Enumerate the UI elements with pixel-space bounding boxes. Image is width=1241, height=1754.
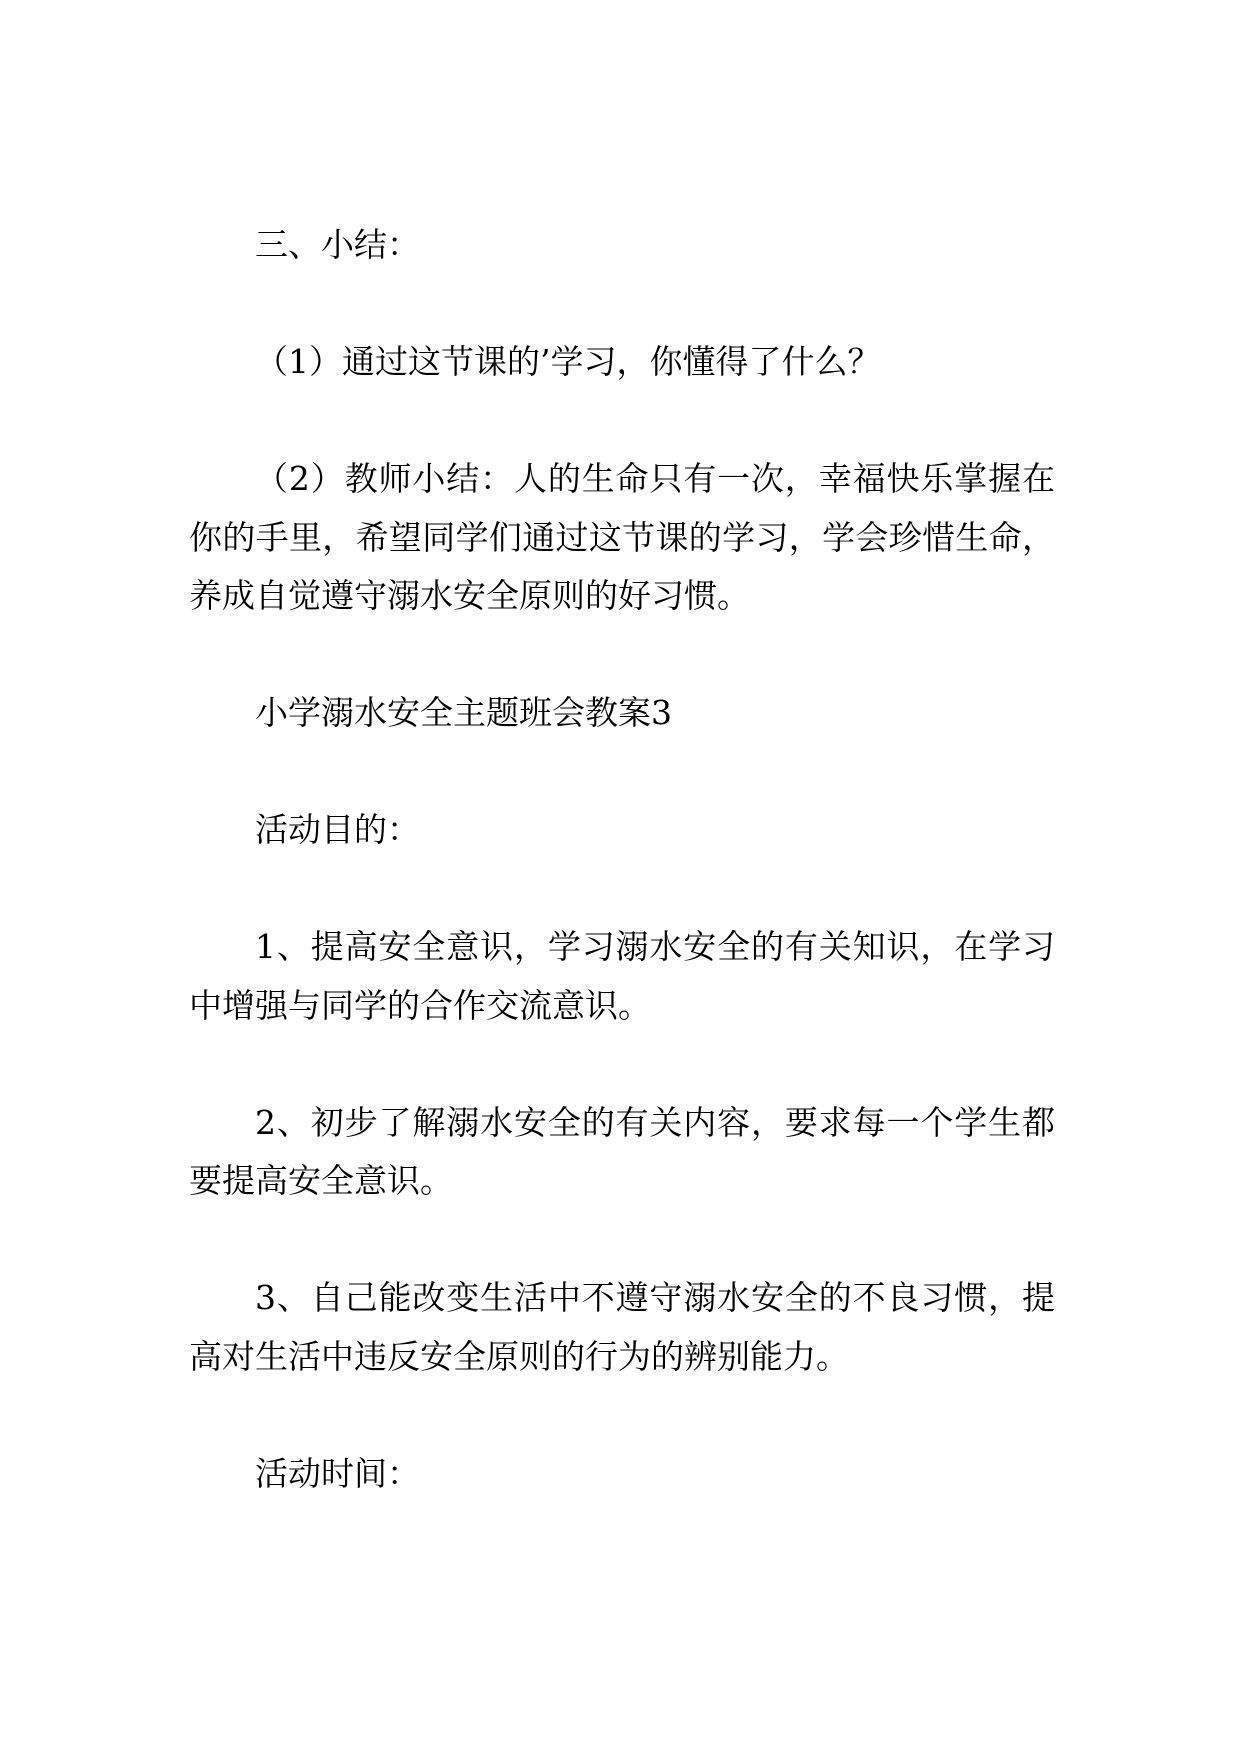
lesson-plan-title [189,684,1055,743]
question-1-paragraph [189,333,1055,392]
document-body [189,216,1055,1562]
paragraph-line: 高对生活中违反安全原则的行为的辨别能力。 [189,1336,849,1376]
paragraph-line: 你的手里，希望同学们通过这节课的学习，学会珍惜生命， [189,517,1055,557]
paragraph-line: 2、初步了解溺水安全的有关内容，要求每一个学生都 [255,1102,1055,1142]
paragraph-line: 活动目的： [255,810,420,849]
goal-3-paragraph [189,1269,1055,1386]
paragraph-line: 三、小结： [255,225,420,264]
paragraph-line: 中增强与同学的合作交流意识。 [189,985,651,1025]
activity-time-heading [189,1445,1055,1504]
teacher-summary-paragraph [189,450,1055,626]
paragraph-line: 要提高安全意识。 [189,1161,453,1200]
paragraph-line: 活动时间： [255,1453,420,1493]
paragraph-line: 养成自觉遵守溺水安全原则的好习惯。 [189,576,750,615]
paragraph-line: （1）通过这节课的’学习，你懂得了什么？ [255,342,881,381]
goal-2-paragraph [189,1094,1055,1211]
paragraph-line: 3、自己能改变生活中不遵守溺水安全的不良习惯，提 [255,1278,1055,1317]
summary-heading [189,216,1055,275]
paragraph-line: 1、提高安全意识，学习溺水安全的有关知识，在学习 [255,927,1055,966]
goal-1-paragraph [189,918,1055,1035]
activity-goals-heading [189,801,1055,860]
paragraph-line: 小学溺水安全主题班会教案3 [255,693,672,732]
paragraph-line: （2）教师小结：人的生命只有一次，幸福快乐掌握在 [255,459,1055,498]
